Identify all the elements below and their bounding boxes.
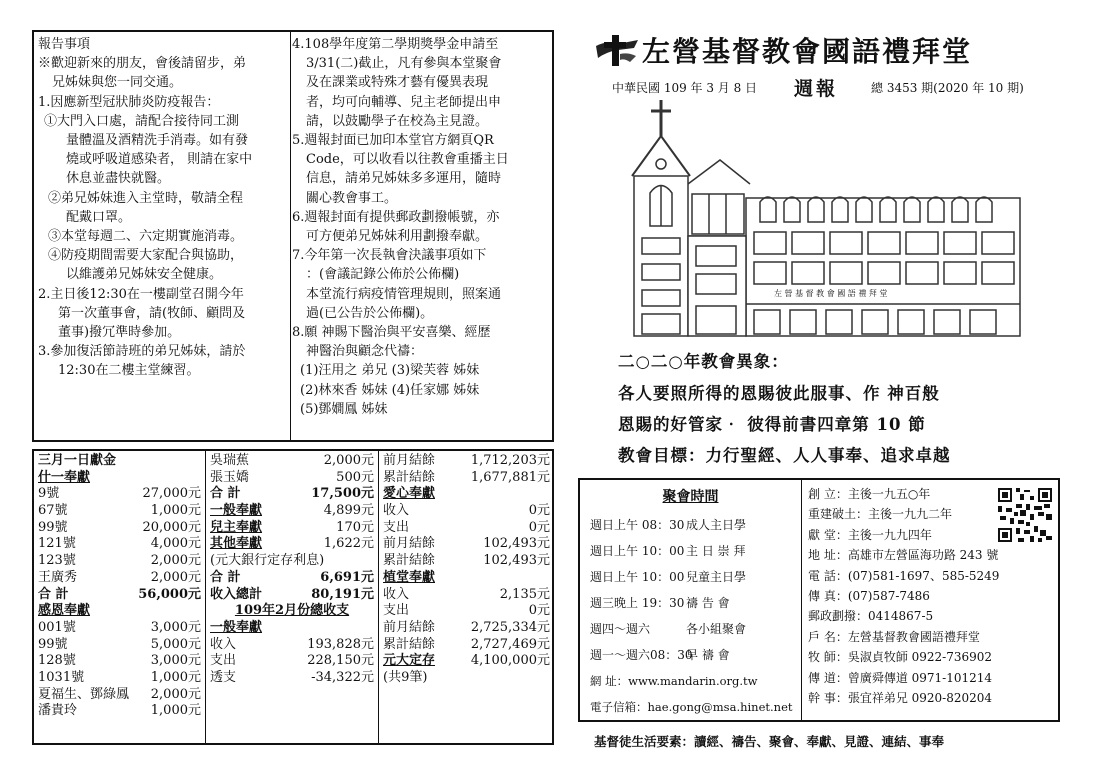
info-postal-account: 郵政劃撥：0414867-5 xyxy=(808,609,934,624)
offering-label: 109年2月份總收支 xyxy=(234,603,350,619)
offering-label: 67號 xyxy=(38,503,68,519)
offering-row xyxy=(380,670,553,687)
announce-line: ①大門入口處，請配合接待同工測 xyxy=(44,113,240,129)
offering-label: 收入 xyxy=(383,586,410,602)
offering-label: 99號 xyxy=(38,519,68,535)
announce-line: 信息，請弟兄姊妹多多運用，隨時 xyxy=(306,171,502,187)
announce-line: 董事)撥冗準時參加。 xyxy=(58,325,181,341)
announce-line: 以維護弟兄姊妹安全健康。 xyxy=(66,267,223,283)
announce-line: ③本堂每週二、六定期實施消毒。 xyxy=(48,229,244,245)
announce-line: 第一次董事會，請(牧師、顧問及 xyxy=(58,305,246,321)
offering-row xyxy=(207,470,377,487)
announce-line: 配戴口罩。 xyxy=(66,209,132,225)
offering-row xyxy=(35,620,204,637)
offering-label: 愛心奉獻 xyxy=(383,486,436,502)
offering-box xyxy=(32,449,554,745)
offering-label: 感恩奉獻 xyxy=(38,603,91,619)
offering-amount: 2,725,334元 xyxy=(470,619,550,635)
church-building-illustration xyxy=(630,98,1022,338)
meeting-row: 週日上午 10：00 主 日 崇 拜 xyxy=(590,544,746,558)
announcements-left xyxy=(38,35,288,381)
offering-amount: 193,828元 xyxy=(307,636,374,652)
offering-row xyxy=(35,486,204,503)
announcements-heading: 報告事項 xyxy=(38,37,91,52)
offering-row xyxy=(35,587,204,604)
offering-label: 累計結餘 xyxy=(383,469,436,485)
offering-row xyxy=(380,653,553,670)
offering-label: 兒主奉獻 xyxy=(210,519,263,535)
offering-amount: 102,493元 xyxy=(483,553,550,569)
offering-row xyxy=(207,453,377,470)
offering-label: 支出 xyxy=(210,653,237,669)
qr-code-icon xyxy=(996,486,1054,544)
announce-line: 可方便弟兄姊妹利用劃撥奉獻。 xyxy=(306,229,489,245)
announce-line: (1)汪用之 弟兄 (3)梁芙蓉 姊妹 xyxy=(300,363,480,379)
offering-label: 合 計 xyxy=(210,486,241,502)
offering-amount: 1,677,881元 xyxy=(470,469,550,485)
offering-row xyxy=(207,637,377,654)
bulletin-date: 中華民國 109 年 3 月 8 日 xyxy=(612,81,758,95)
offering-row xyxy=(207,603,377,620)
announce-line: 5.週報封面已加印本堂官方網頁QR xyxy=(292,133,494,149)
offering-row xyxy=(35,570,204,587)
website-link[interactable]: 網 址：www.mandarin.org.tw xyxy=(590,674,758,688)
offering-row xyxy=(207,486,377,503)
offering-amount: 27,000元 xyxy=(142,486,201,502)
offering-label: 123號 xyxy=(38,553,76,569)
info-rebuild: 重建破土：主後一九九二年 xyxy=(808,507,953,522)
announce-line: 本堂流行病疫情管理規則，照案通 xyxy=(306,286,502,302)
offering-row xyxy=(35,687,204,704)
announce-line: ※歡迎新來的朋友，會後請留步，弟 xyxy=(38,56,247,72)
bulletin-label: 週報 xyxy=(794,78,839,100)
announce-line: 量體溫及酒精洗手消毒。如有發 xyxy=(66,133,249,149)
offering-row xyxy=(207,620,377,637)
announce-line: 兄姊妹與您一同交通。 xyxy=(52,75,183,91)
announce-line: 過(已公告於公佈欄)。 xyxy=(306,305,434,321)
announcements-box xyxy=(32,30,554,442)
offering-row xyxy=(35,553,204,570)
offering-label: 累計結餘 xyxy=(383,636,436,652)
info-phone: 電 話：(07)581-1697、585-5249 xyxy=(808,568,1000,583)
offering-label: 支出 xyxy=(383,603,410,619)
offering-row xyxy=(207,520,377,537)
offering-amount: 4,100,000元 xyxy=(470,653,550,669)
offering-row xyxy=(35,703,204,720)
offering-amount: 5,000元 xyxy=(150,636,201,652)
announce-line: 2.主日後12:30在一樓副堂召開今年 xyxy=(38,286,244,302)
offering-label: 三月一日獻金 xyxy=(38,453,117,468)
offering-amount: 4,000元 xyxy=(150,536,201,552)
announce-line: 請，以鼓勵學子在校為主見證。 xyxy=(306,113,489,129)
offering-amount: 2,000元 xyxy=(150,686,201,702)
offering-row xyxy=(35,453,204,470)
offering-row xyxy=(207,570,377,587)
info-dedication: 獻 堂：主後一九九四年 xyxy=(808,527,932,542)
offering-row xyxy=(380,620,553,637)
offering-label: 前月結餘 xyxy=(383,619,436,635)
announcements-divider xyxy=(290,32,291,440)
offering-label: 前月結餘 xyxy=(383,536,436,552)
offering-label: 合 計 xyxy=(38,586,69,602)
announce-line: 3/31(二)截止，凡有參與本堂聚會 xyxy=(306,56,502,72)
offering-amount: 1,712,203元 xyxy=(470,453,550,468)
offering-column-1 xyxy=(35,453,204,720)
announce-line: Code，可以收看以往教會重播主日 xyxy=(306,152,509,168)
announce-line: (2)林來香 姊妹 (4)任家娜 姊妹 xyxy=(300,382,480,398)
offering-amount: 2,000元 xyxy=(150,553,201,569)
offering-amount: 228,150元 xyxy=(307,653,374,669)
offering-divider xyxy=(205,451,206,743)
offering-row xyxy=(380,486,553,503)
offering-label: 張玉嬌 xyxy=(210,469,250,485)
announcements-right xyxy=(292,35,554,419)
offering-amount: 2,727,469元 xyxy=(470,636,550,652)
offering-amount: 2,000元 xyxy=(323,453,374,468)
offering-row xyxy=(207,670,377,687)
announce-line: 8.願 神賜下醫治與平安喜樂、經歷 xyxy=(292,325,491,341)
announce-line: 6.週報封面有提供郵政劃撥帳號，亦 xyxy=(292,209,500,225)
announce-line: ②弟兄姊妹進入主堂時，敬請全程 xyxy=(48,190,244,206)
info-pastor: 牧 師：吳淑貞牧師 0922-736902 xyxy=(808,650,993,665)
offering-row xyxy=(35,603,204,620)
offering-row xyxy=(380,503,553,520)
offering-column-3 xyxy=(380,453,553,687)
vision-title: 二○二○年教會異象： xyxy=(618,352,789,371)
offering-row xyxy=(207,553,377,570)
offering-amount: 1,000元 xyxy=(150,503,201,519)
offering-column-2 xyxy=(207,453,377,687)
announce-line: ④防疫期間需要大家配合與協助， xyxy=(48,248,244,264)
offering-label: 1031號 xyxy=(38,669,85,685)
announce-line: 神醫治與顧念代禱： xyxy=(306,344,424,360)
offering-label: 潘貴玲 xyxy=(38,703,78,719)
offering-amount: -34,322元 xyxy=(311,669,374,685)
offering-amount: 500元 xyxy=(336,469,374,485)
offering-amount: 1,622元 xyxy=(323,536,374,552)
offering-label: 128號 xyxy=(38,653,76,669)
meeting-info-box xyxy=(578,478,1060,722)
announce-line: 4.108學年度第二學期獎學金申請至 xyxy=(292,37,499,52)
info-secretary: 幹 事：張宜祥弟兄 0920-820204 xyxy=(808,691,993,706)
offering-amount: 0元 xyxy=(528,519,550,535)
meeting-times-title: 聚會時間 xyxy=(662,489,719,505)
offering-row xyxy=(207,653,377,670)
offering-amount: 170元 xyxy=(336,519,374,535)
meeting-row: 週日上午 10：00 兒童主日學 xyxy=(590,570,747,584)
offering-label: 支出 xyxy=(383,519,410,535)
offering-label: 收入 xyxy=(210,636,237,652)
offering-amount: 1,000元 xyxy=(150,669,201,685)
offering-row xyxy=(35,653,204,670)
offering-row xyxy=(380,637,553,654)
offering-label: 前月結餘 xyxy=(383,453,436,468)
church-logo xyxy=(594,32,640,68)
announce-line: 關心教會事工。 xyxy=(306,190,398,206)
announce-line: 12:30在二樓主堂練習。 xyxy=(58,363,200,379)
offering-row xyxy=(207,536,377,553)
offering-row xyxy=(35,637,204,654)
offering-row xyxy=(380,536,553,553)
meeting-row: 週日上午 08：30 成人主日學 xyxy=(590,518,747,532)
offering-label: 9號 xyxy=(38,486,60,502)
offering-row xyxy=(380,570,553,587)
offering-amount: 17,500元 xyxy=(311,486,374,502)
offering-label: 收入總計 xyxy=(210,586,263,602)
offering-amount: 56,000元 xyxy=(138,586,201,602)
info-divider xyxy=(801,480,802,720)
offering-label: 王廣秀 xyxy=(38,569,78,585)
offering-row xyxy=(380,470,553,487)
offering-label: 一般奉獻 xyxy=(210,503,263,519)
christian-life-essentials: 基督徒生活要素：讀經、禱告、聚會、奉獻、見證、連結、事奉 xyxy=(594,734,945,749)
offering-label: 吳瑞蕉 xyxy=(210,453,250,468)
vision-line: 各人要照所得的恩賜彼此服事、作 神百般 xyxy=(618,384,940,403)
info-fax: 傳 真：(07)587-7486 xyxy=(808,589,930,604)
offering-row xyxy=(35,536,204,553)
offering-amount: 3,000元 xyxy=(150,619,201,635)
announce-line: 休息並盡快就醫。 xyxy=(66,171,171,187)
offering-label: 透支 xyxy=(210,669,237,685)
announce-line: (5)鄧嫺鳳 姊妹 xyxy=(300,401,388,417)
church-title: 左營基督教會國語禮拜堂 xyxy=(642,35,973,68)
offering-amount: 20,000元 xyxy=(142,519,201,535)
offering-row xyxy=(207,587,377,604)
cross-logo-icon xyxy=(594,32,640,68)
issue-number: 總 3453 期(2020 年 10 期) xyxy=(871,81,1024,95)
offering-amount: 3,000元 xyxy=(150,653,201,669)
info-account-name: 戶 名：左營基督教會國語禮拜堂 xyxy=(808,629,980,644)
church-goals: 教會目標：力行聖經、人人事奉、追求卓越 xyxy=(618,446,951,465)
announce-line: 者，均可向輔導、兒主老師提出申 xyxy=(306,94,502,110)
offering-row xyxy=(380,587,553,604)
offering-amount: 2,135元 xyxy=(499,586,550,602)
offering-label: 累計結餘 xyxy=(383,553,436,569)
offering-divider xyxy=(378,451,379,743)
info-address: 地 址：高雄市左營區海功路 243 號 xyxy=(808,548,999,563)
qr-code[interactable] xyxy=(996,486,1054,544)
offering-label: 收入 xyxy=(383,503,410,519)
offering-label: 001號 xyxy=(38,619,76,635)
offering-label: 99號 xyxy=(38,636,68,652)
announce-line: 燒或呼吸道感染者， 則請在家中 xyxy=(66,152,253,168)
announce-line: ：(會議記錄公佈於公佈欄) xyxy=(306,267,460,283)
offering-row xyxy=(380,453,553,470)
offering-amount: 4,899元 xyxy=(323,503,374,519)
announce-line: 7.今年第一次長執會決議事項如下 xyxy=(292,248,487,264)
announce-line: 1.因應新型冠狀肺炎防疫報告： xyxy=(38,94,220,110)
offering-label: 夏福生、鄧綠鳳 xyxy=(38,686,130,702)
info-preacher: 傳 道：曾廣舜傳道 0971-101214 xyxy=(808,670,993,685)
offering-row xyxy=(380,520,553,537)
email-link[interactable]: 電子信箱：hae.gong@msa.hinet.net xyxy=(590,700,793,714)
offering-amount: 80,191元 xyxy=(311,586,374,602)
offering-row xyxy=(380,553,553,570)
vision-line: 恩賜的好管家‧ 彼得前書四章第 10 節 xyxy=(618,415,926,434)
announce-line: 及在課業或特殊才藝有優異表現 xyxy=(306,75,489,91)
meeting-row: 週一～週六08：30 早 禱 會 xyxy=(590,648,730,662)
offering-label: (元大銀行定存利息) xyxy=(210,553,325,569)
offering-label: 其他奉獻 xyxy=(210,536,263,552)
offering-label: 什一奉獻 xyxy=(38,469,91,485)
offering-amount: 1,000元 xyxy=(150,703,201,719)
offering-amount: 0元 xyxy=(528,503,550,519)
offering-label: 元大定存 xyxy=(383,653,436,669)
announce-line: 3.參加復活節詩班的弟兄姊妹，請於 xyxy=(38,344,246,360)
offering-label: (共9筆) xyxy=(383,669,428,685)
info-founded: 創 立：主後一九五○年 xyxy=(808,487,931,501)
meeting-row: 週三晚上 19：30 禱 告 會 xyxy=(590,596,730,610)
offering-label: 合 計 xyxy=(210,569,241,585)
offering-row xyxy=(207,503,377,520)
offering-row xyxy=(35,670,204,687)
offering-amount: 6,691元 xyxy=(320,569,374,585)
offering-label: 植堂奉獻 xyxy=(383,569,436,585)
offering-amount: 2,000元 xyxy=(150,569,201,585)
offering-row xyxy=(35,470,204,487)
offering-label: 一般奉獻 xyxy=(210,619,263,635)
offering-row xyxy=(35,520,204,537)
offering-amount: 0元 xyxy=(528,603,550,619)
offering-row xyxy=(35,503,204,520)
offering-row xyxy=(380,603,553,620)
meeting-times xyxy=(580,480,801,720)
meeting-row: 週四～週六 各小組聚會 xyxy=(590,622,747,636)
building-sign: 左 營 基 督 教 會 國 語 禮 拜 堂 xyxy=(770,288,891,299)
offering-amount: 102,493元 xyxy=(483,536,550,552)
offering-label: 121號 xyxy=(38,536,76,552)
